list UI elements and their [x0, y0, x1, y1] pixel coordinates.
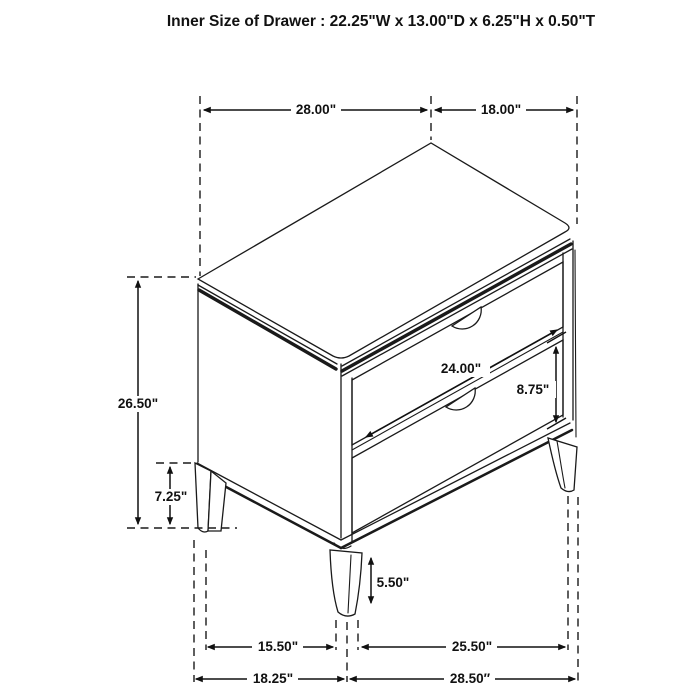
- dim-base-height: [149, 467, 193, 524]
- dim-label-footprint-inner-width: 15.50": [257, 639, 299, 654]
- lower-drawer-handle: [446, 388, 475, 410]
- dim-footprint-outer-width: [196, 671, 344, 687]
- dim-overall-height: [112, 281, 164, 524]
- right-side-edge: [575, 250, 576, 437]
- dim-label-top-depth: 18.00": [480, 102, 522, 117]
- nightstand-line-drawing: [195, 143, 577, 616]
- dim-footprint-inner-width: [208, 639, 333, 655]
- dim-label-footprint-outer-width: 18.25": [252, 671, 294, 686]
- dim-label-footprint-inner-depth: 25.50": [451, 639, 493, 654]
- dim-footprint-outer-depth: [350, 671, 575, 687]
- page-title: Inner Size of Drawer : 22.25"W x 13.00"D x 6.25"H x 0.50"T: [166, 13, 596, 30]
- dim-label-overall-height: 26.50": [117, 396, 159, 411]
- front-bottom-rail: [341, 430, 572, 548]
- dim-label-footprint-outer-depth: 28.50″: [449, 671, 491, 686]
- dim-label-base-height: 7.25": [154, 489, 188, 504]
- dim-label-top-width: 28.00": [295, 102, 337, 117]
- front-right-leg: [548, 438, 577, 492]
- dim-top-width: [204, 102, 427, 118]
- top-panel: [198, 143, 569, 358]
- front-bottom-edge: [341, 423, 570, 540]
- dim-leg-height: [371, 558, 409, 603]
- dim-top-depth: [435, 102, 573, 118]
- dim-label-drawer-width: 24.00": [440, 361, 482, 376]
- dim-label-drawer-height: 8.75": [516, 382, 550, 397]
- front-center-leg: [330, 550, 362, 616]
- dim-label-leg-height: 5.50": [376, 575, 410, 590]
- back-left-leg-side: [208, 471, 226, 531]
- upper-drawer-handle: [452, 307, 481, 329]
- dim-footprint-inner-depth: [362, 639, 565, 655]
